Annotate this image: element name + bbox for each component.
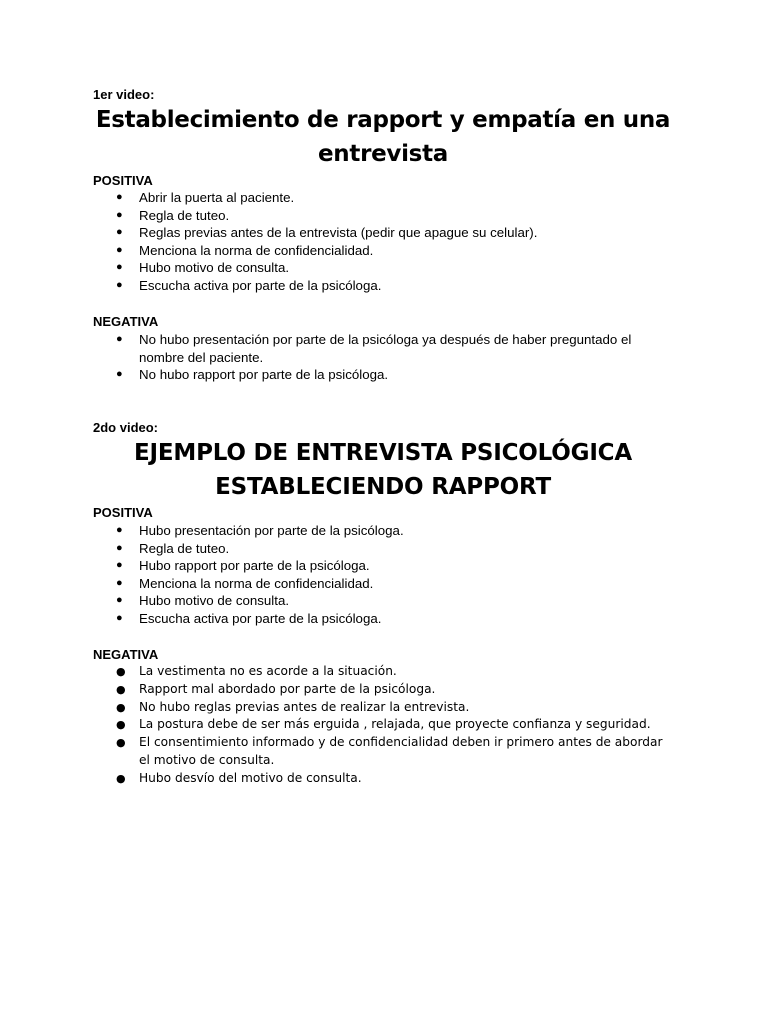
- video1-positive-heading: POSITIVA: [93, 173, 153, 188]
- video1-negative-list: [0, 331, 768, 384]
- video2-label: 2do video:: [93, 420, 159, 435]
- list-item: ● La postura debe de ser más erguida , relajada, que proyecte confianza y seguridad.: [0, 716, 669, 734]
- list-item: ● Menciona la norma de confidencialidad.: [116, 575, 374, 591]
- bullet-icon: ●: [116, 541, 123, 554]
- bullet-icon: ●: [116, 191, 123, 203]
- bullet-icon: ●: [116, 261, 123, 274]
- bullet-icon: ●: [116, 611, 123, 624]
- list-item: ● Escucha activa por parte de la psicóloga.: [116, 610, 382, 626]
- list-item: ● El consentimiento informado y de confidencialidad deben ir primero antes de abordar el motivo de consulta.: [116, 735, 663, 767]
- video2-title-line2: ESTABLECIENDO RAPPORT: [215, 474, 551, 500]
- list-item: ● Hubo motivo de consulta.: [116, 260, 290, 276]
- bullet-icon: ●: [116, 559, 123, 572]
- video2-title: [93, 436, 673, 504]
- list-item: ● Menciona la norma de confidencialidad.: [116, 242, 374, 258]
- bullet-icon: ●: [116, 208, 123, 221]
- bullet-icon: ●: [116, 243, 123, 256]
- list-item: ● La vestimenta no es acorde a la situación.: [0, 663, 669, 681]
- video2-negative-heading: NEGATIVA: [93, 647, 159, 662]
- video2-title-line1: EJEMPLO DE ENTREVISTA PSICOLÓGICA: [134, 440, 632, 466]
- bullet-icon: ●: [116, 368, 123, 381]
- bullet-icon: ●: [116, 700, 126, 714]
- list-item: ● Rapport mal abordado por parte de la psicóloga.: [0, 681, 669, 699]
- list-item: ● No hubo rapport por parte de la psicóloga.: [116, 367, 389, 383]
- video2-positive-list: [0, 522, 768, 628]
- video2-negative-list: [0, 663, 768, 788]
- list-item: ● Reglas previas antes de la entrevista (pedir que apague su celular).: [116, 225, 538, 241]
- video1-label: 1er video:: [93, 87, 155, 102]
- video2-positive-heading: POSITIVA: [93, 505, 153, 520]
- bullet-icon: ●: [116, 278, 123, 291]
- bullet-icon: ●: [116, 576, 123, 589]
- bullet-icon: ●: [116, 524, 123, 536]
- bullet-icon: ●: [116, 226, 123, 239]
- video1-positive-list: [0, 189, 768, 295]
- video1-title: [93, 103, 673, 171]
- video1-negative-heading: NEGATIVA: [93, 314, 159, 329]
- list-item: ● Regla de tuteo.: [116, 207, 230, 223]
- bullet-icon: ●: [116, 594, 123, 607]
- bullet-icon: ●: [116, 718, 126, 732]
- list-item: ● Hubo desvío del motivo de consulta.: [0, 770, 669, 788]
- list-item: ● Abrir la puerta al paciente.: [116, 190, 295, 205]
- list-item: ● Escucha activa por parte de la psicóloga.: [116, 277, 382, 293]
- bullet-icon: ●: [116, 682, 126, 696]
- bullet-icon: ●: [116, 665, 126, 678]
- list-item: ● Regla de tuteo.: [116, 540, 230, 556]
- video1-title-line1: Establecimiento de rapport y empatía en una: [95, 107, 671, 133]
- list-item: ● No hubo presentación por parte de la psicóloga ya después de haber preguntado el nombre del paciente.: [116, 332, 632, 365]
- bullet-icon: ●: [116, 736, 126, 750]
- bullet-icon: ●: [116, 333, 123, 345]
- bullet-icon: ●: [116, 771, 126, 785]
- list-item: ● Hubo motivo de consulta.: [116, 593, 290, 609]
- list-item: ● No hubo reglas previas antes de realizar la entrevista.: [0, 699, 669, 717]
- list-item: ● Hubo rapport por parte de la psicóloga.: [116, 558, 370, 574]
- list-item: ● Hubo presentación por parte de la psicóloga.: [116, 523, 404, 538]
- video1-title-line2: entrevista: [318, 141, 448, 167]
